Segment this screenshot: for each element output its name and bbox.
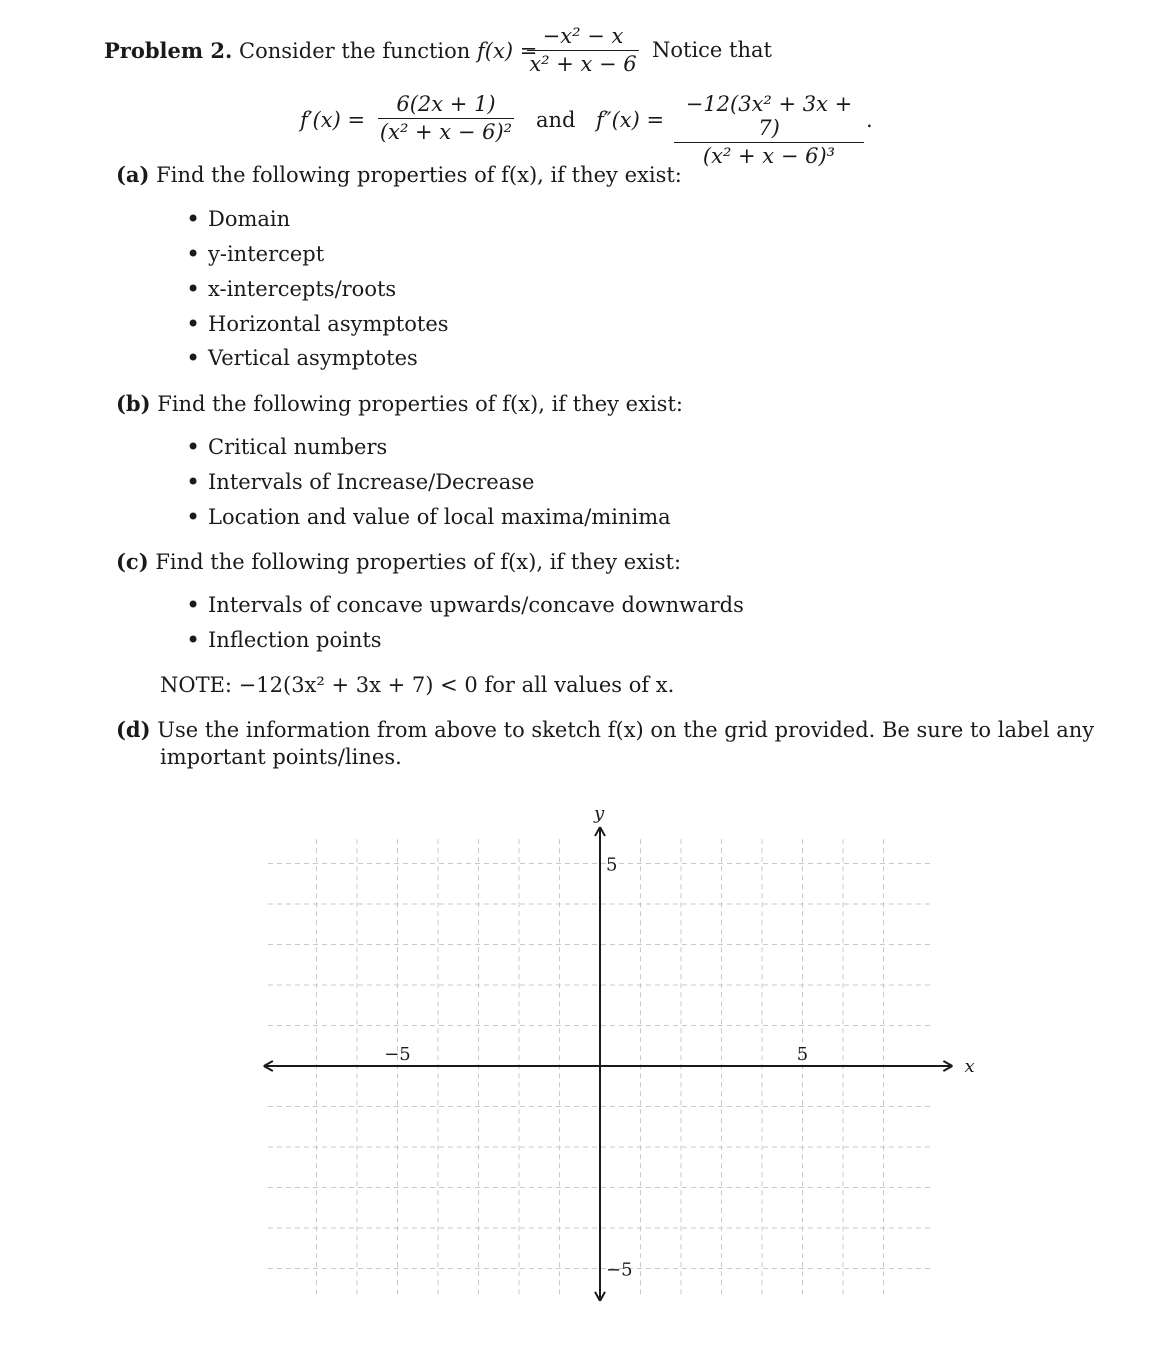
- list-item: • x-intercepts/roots: [208, 277, 396, 301]
- list-item: • y-intercept: [208, 242, 324, 266]
- part-b-label: (b): [116, 391, 151, 416]
- part-d-line1: Use the information from above to sketch f(x) on the grid provided. Be sure to label any: [157, 718, 1095, 742]
- part-b-text: Find the following properties of f(x), if they exist:: [157, 392, 683, 416]
- sketch-grid[interactable]: [260, 790, 975, 1320]
- x-tick-label: −5: [384, 1044, 411, 1065]
- part-c-label: (c): [116, 549, 149, 574]
- fp-numerator: 6(2x + 1): [378, 92, 514, 119]
- y-tick-label: 5: [606, 854, 618, 876]
- part-a: [116, 162, 682, 187]
- part-b: [116, 391, 683, 416]
- part-c-text: Find the following properties of f(x), if they exist:: [155, 550, 682, 574]
- list-item: • Domain: [208, 207, 290, 231]
- f-lhs: f(x) =: [477, 39, 538, 63]
- list-item: • Inflection points: [208, 628, 382, 652]
- fp-fraction: [378, 92, 514, 144]
- list-item: • Critical numbers: [208, 435, 387, 459]
- part-d-label: (d): [116, 717, 151, 742]
- axes: [264, 827, 953, 1301]
- f-numerator: −x² − x: [527, 24, 639, 51]
- x-tick-label: 5: [796, 1044, 809, 1065]
- y-tick-label: −5: [606, 1259, 633, 1281]
- f-denominator: x² + x − 6: [529, 52, 637, 76]
- grid-svg[interactable]: [260, 790, 975, 1320]
- problem-header: [104, 38, 537, 63]
- list-item: • Location and value of local maxima/minima: [208, 505, 671, 529]
- list-item: • Vertical asymptotes: [208, 346, 418, 370]
- fpp-lhs: f″(x) =: [596, 108, 665, 132]
- part-d: [116, 717, 1094, 742]
- part-a-text: Find the following properties of f(x), if they exist:: [156, 163, 682, 187]
- and-text: and: [536, 108, 576, 132]
- list-item: • Horizontal asymptotes: [208, 312, 449, 336]
- note-text: NOTE: −12(3x² + 3x + 7) < 0 for all values of x.: [160, 673, 675, 697]
- y-axis-label: y: [594, 802, 605, 824]
- list-item: • Intervals of concave upwards/concave downwards: [208, 593, 744, 617]
- period: .: [866, 108, 873, 132]
- f-fraction: [527, 24, 639, 76]
- notice-text: Notice that: [652, 38, 772, 62]
- fpp-denominator: (x² + x − 6)³: [702, 144, 836, 168]
- fp-denominator: (x² + x − 6)²: [379, 120, 513, 144]
- fp-lhs: f′(x) =: [300, 108, 366, 132]
- x-axis-label: x: [964, 1056, 975, 1077]
- part-c: [116, 549, 681, 574]
- fpp-fraction: [674, 92, 864, 168]
- fpp-numerator: −12(3x² + 3x + 7): [674, 92, 864, 143]
- problem-intro: Consider the function: [239, 39, 471, 63]
- part-d-line2: important points/lines.: [160, 745, 402, 769]
- list-item: • Intervals of Increase/Decrease: [208, 470, 534, 494]
- problem-label: Problem 2.: [104, 38, 233, 63]
- part-a-label: (a): [116, 162, 150, 187]
- tick-labels: [384, 803, 974, 1281]
